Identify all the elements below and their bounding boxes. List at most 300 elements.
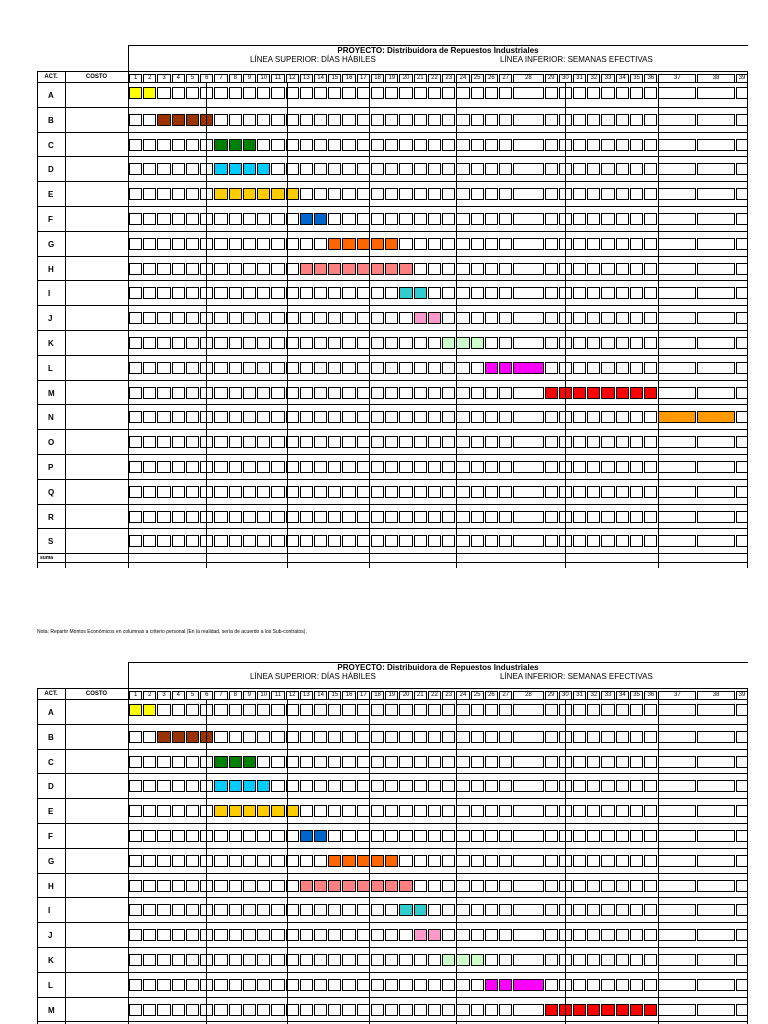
day-cell <box>271 880 284 892</box>
day-cell <box>157 263 170 275</box>
day-cell <box>573 163 586 175</box>
day-cell <box>214 287 227 299</box>
day-number: 6 <box>205 692 209 698</box>
day-cell <box>399 1004 412 1016</box>
day-cell <box>314 805 327 817</box>
day-cell <box>186 704 199 716</box>
day-cell <box>186 1004 199 1016</box>
day-cell <box>229 213 242 225</box>
day-cell <box>428 188 441 200</box>
day-cell <box>342 486 355 498</box>
day-cell <box>371 731 384 743</box>
day-cell <box>644 929 657 941</box>
day-cell <box>328 979 341 991</box>
day-number: 38 <box>712 75 720 81</box>
gantt-bar-cell <box>229 805 242 817</box>
day-cell <box>243 312 256 324</box>
day-cell <box>442 486 455 498</box>
day-cell <box>414 461 427 473</box>
day-cell <box>697 87 735 99</box>
day-cell <box>456 362 469 374</box>
day-cell <box>229 411 242 423</box>
day-cell <box>697 979 735 991</box>
day-cell <box>471 114 484 126</box>
day-cell <box>143 780 156 792</box>
day-cell <box>342 704 355 716</box>
day-cell <box>357 486 370 498</box>
day-cell <box>342 337 355 349</box>
day-cell <box>513 387 543 399</box>
day-cell <box>545 337 558 349</box>
day-cell <box>485 929 498 941</box>
day-cell <box>630 780 643 792</box>
day-cell <box>587 87 600 99</box>
day-cell <box>573 855 586 867</box>
activity-label: G <box>48 856 55 866</box>
day-cell <box>342 511 355 523</box>
day-cell <box>328 904 341 916</box>
row-line <box>37 504 748 505</box>
day-cell <box>630 362 643 374</box>
day-cell <box>271 855 284 867</box>
day-cell <box>587 114 600 126</box>
day-cell <box>456 139 469 151</box>
day-cell <box>243 238 256 250</box>
day-cell <box>172 312 185 324</box>
day-cell <box>143 436 156 448</box>
day-cell <box>630 87 643 99</box>
day-cell <box>399 830 412 842</box>
week-divider <box>565 82 566 568</box>
cost-header: COSTO <box>85 74 108 80</box>
day-cell <box>428 238 441 250</box>
day-cell <box>129 979 142 991</box>
day-cell <box>129 263 142 275</box>
day-cell <box>257 1004 270 1016</box>
day-cell <box>442 362 455 374</box>
activity-label: L <box>48 363 53 373</box>
day-cell <box>129 163 142 175</box>
gantt-bar-cell <box>616 1004 629 1016</box>
day-cell <box>630 904 643 916</box>
day-cell <box>399 756 412 768</box>
day-cell <box>414 213 427 225</box>
day-cell <box>271 87 284 99</box>
row-line <box>37 897 748 898</box>
day-cell <box>545 904 558 916</box>
day-cell <box>513 954 543 966</box>
day-number: 4 <box>176 75 180 81</box>
day-cell <box>314 238 327 250</box>
day-cell <box>399 139 412 151</box>
day-cell <box>587 929 600 941</box>
day-cell <box>243 387 256 399</box>
row-line <box>37 181 748 182</box>
day-cell <box>587 731 600 743</box>
gantt-bar-cell <box>243 780 256 792</box>
day-cell <box>214 704 227 716</box>
day-cell <box>513 263 543 275</box>
row-line <box>37 231 748 232</box>
day-cell <box>545 188 558 200</box>
day-number: 4 <box>176 692 180 698</box>
day-cell <box>456 163 469 175</box>
gantt-bar-cell <box>616 387 629 399</box>
day-cell <box>257 411 270 423</box>
gantt-bar-cell <box>342 238 355 250</box>
day-cell <box>616 287 629 299</box>
day-cell <box>428 535 441 547</box>
day-cell <box>545 238 558 250</box>
day-cell <box>471 163 484 175</box>
day-cell <box>143 805 156 817</box>
day-cell <box>243 830 256 842</box>
day-cell <box>328 780 341 792</box>
day-cell <box>485 139 498 151</box>
day-cell <box>499 387 512 399</box>
day-cell <box>186 756 199 768</box>
day-cell <box>644 805 657 817</box>
day-cell <box>442 780 455 792</box>
day-cell <box>172 805 185 817</box>
day-cell <box>243 511 256 523</box>
day-cell <box>385 461 398 473</box>
day-cell <box>342 780 355 792</box>
day-cell <box>271 535 284 547</box>
gantt-bar-cell <box>143 704 156 716</box>
day-number: 26 <box>488 75 495 81</box>
day-cell <box>257 263 270 275</box>
day-cell <box>644 188 657 200</box>
day-cell <box>271 263 284 275</box>
gantt-bar-cell <box>385 880 398 892</box>
day-cell <box>257 904 270 916</box>
day-cell <box>257 704 270 716</box>
day-cell <box>385 312 398 324</box>
day-cell <box>442 929 455 941</box>
day-cell <box>658 213 696 225</box>
day-cell <box>129 756 142 768</box>
day-cell <box>271 287 284 299</box>
day-cell <box>499 188 512 200</box>
day-cell <box>229 954 242 966</box>
day-cell <box>442 387 455 399</box>
row-line <box>37 479 748 480</box>
gantt-bar-cell <box>442 337 455 349</box>
day-cell <box>616 535 629 547</box>
day-cell <box>328 486 341 498</box>
line-top-label: LÍNEA SUPERIOR: DÍAS HÁBILES <box>250 672 376 681</box>
day-cell <box>172 87 185 99</box>
day-cell <box>442 830 455 842</box>
day-cell <box>143 979 156 991</box>
gantt-bar-cell <box>314 213 327 225</box>
day-cell <box>644 436 657 448</box>
activity-label: M <box>48 388 55 398</box>
day-cell <box>573 287 586 299</box>
day-cell <box>129 486 142 498</box>
day-cell <box>697 780 735 792</box>
activity-label: I <box>48 906 51 916</box>
day-cell <box>371 337 384 349</box>
day-cell <box>271 461 284 473</box>
day-cell <box>616 511 629 523</box>
day-cell <box>616 411 629 423</box>
day-cell <box>697 461 735 473</box>
day-cell <box>616 979 629 991</box>
gantt-bar-cell <box>143 87 156 99</box>
day-cell <box>414 411 427 423</box>
day-cell <box>314 731 327 743</box>
day-cell <box>357 139 370 151</box>
day-cell <box>371 805 384 817</box>
day-cell <box>513 511 543 523</box>
activity-label: K <box>48 339 54 348</box>
gantt-bar-cell <box>357 855 370 867</box>
day-cell <box>157 188 170 200</box>
day-cell <box>186 830 199 842</box>
day-cell <box>513 287 543 299</box>
day-cell <box>157 287 170 299</box>
day-number: 25 <box>473 692 481 698</box>
day-cell <box>129 213 142 225</box>
day-cell <box>644 731 657 743</box>
day-cell <box>399 486 412 498</box>
gantt-bar-cell <box>485 979 498 991</box>
day-cell <box>573 436 586 448</box>
day-number: 17 <box>359 75 367 81</box>
day-cell <box>644 213 657 225</box>
day-cell <box>328 287 341 299</box>
day-cell <box>314 188 327 200</box>
day-cell <box>658 312 696 324</box>
day-cell <box>513 114 543 126</box>
day-cell <box>371 461 384 473</box>
gantt-bar-cell <box>630 387 643 399</box>
day-cell <box>328 756 341 768</box>
activity-label: O <box>48 438 55 448</box>
day-cell <box>456 486 469 498</box>
day-cell <box>513 461 543 473</box>
day-number: 23 <box>445 75 453 81</box>
day-cell <box>513 188 543 200</box>
day-cell <box>143 756 156 768</box>
day-cell <box>428 780 441 792</box>
day-cell <box>172 1004 185 1016</box>
day-cell <box>471 1004 484 1016</box>
day-cell <box>385 756 398 768</box>
day-cell <box>186 139 199 151</box>
day-cell <box>414 337 427 349</box>
day-cell <box>587 954 600 966</box>
day-cell <box>442 731 455 743</box>
day-number: 36 <box>647 692 655 698</box>
day-number: 3 <box>162 692 166 698</box>
day-cell <box>243 954 256 966</box>
gantt-bar-cell <box>243 163 256 175</box>
day-number: 23 <box>445 692 453 698</box>
day-cell <box>428 1004 441 1016</box>
day-cell <box>357 436 370 448</box>
day-number: 31 <box>576 692 583 698</box>
day-cell <box>300 979 313 991</box>
day-cell <box>371 163 384 175</box>
day-number: 7 <box>219 692 223 698</box>
day-cell <box>573 114 586 126</box>
gantt-bar-cell <box>630 1004 643 1016</box>
day-cell <box>471 188 484 200</box>
day-number: 13 <box>303 75 310 81</box>
row-line <box>37 773 748 774</box>
day-cell <box>399 362 412 374</box>
day-cell <box>616 337 629 349</box>
day-cell <box>587 830 600 842</box>
day-cell <box>371 312 384 324</box>
day-cell <box>342 114 355 126</box>
day-cell <box>513 87 543 99</box>
day-cell <box>243 263 256 275</box>
day-cell <box>157 163 170 175</box>
gantt-bar-cell <box>257 780 270 792</box>
day-cell <box>186 287 199 299</box>
day-cell <box>143 461 156 473</box>
day-cell <box>616 436 629 448</box>
day-cell <box>485 411 498 423</box>
day-cell <box>601 704 614 716</box>
day-cell <box>587 287 600 299</box>
day-cell <box>257 880 270 892</box>
day-cell <box>243 1004 256 1016</box>
day-cell <box>357 979 370 991</box>
day-cell <box>129 904 142 916</box>
activity-label: M <box>48 1005 55 1015</box>
day-cell <box>545 139 558 151</box>
day-cell <box>697 830 735 842</box>
day-cell <box>172 287 185 299</box>
gantt-bar-cell <box>601 387 614 399</box>
gantt-bar-cell <box>342 880 355 892</box>
day-cell <box>630 929 643 941</box>
day-cell <box>428 87 441 99</box>
row-line <box>37 206 748 207</box>
day-cell <box>616 139 629 151</box>
day-number: 38 <box>712 692 720 698</box>
day-cell <box>485 511 498 523</box>
day-cell <box>456 461 469 473</box>
day-cell <box>328 337 341 349</box>
day-cell <box>545 163 558 175</box>
day-cell <box>214 461 227 473</box>
day-cell <box>513 163 543 175</box>
day-cell <box>129 312 142 324</box>
day-cell <box>214 855 227 867</box>
day-cell <box>314 337 327 349</box>
day-cell <box>601 139 614 151</box>
day-cell <box>428 954 441 966</box>
day-cell <box>414 704 427 716</box>
day-cell <box>587 337 600 349</box>
day-cell <box>229 461 242 473</box>
day-cell <box>186 904 199 916</box>
day-cell <box>573 780 586 792</box>
act-cost-divider <box>65 71 66 568</box>
day-cell <box>545 114 558 126</box>
day-cell <box>545 287 558 299</box>
day-cell <box>414 511 427 523</box>
frame-left <box>128 662 129 1024</box>
day-cell <box>214 436 227 448</box>
day-number: 2 <box>148 692 152 698</box>
day-cell <box>143 904 156 916</box>
day-cell <box>385 411 398 423</box>
day-cell <box>129 461 142 473</box>
day-cell <box>314 929 327 941</box>
activity-label: D <box>48 165 54 175</box>
day-cell <box>172 855 185 867</box>
day-cell <box>271 954 284 966</box>
day-cell <box>644 704 657 716</box>
day-cell <box>456 312 469 324</box>
day-cell <box>357 188 370 200</box>
day-cell <box>385 188 398 200</box>
day-cell <box>697 362 735 374</box>
day-cell <box>271 731 284 743</box>
day-cell <box>485 312 498 324</box>
day-cell <box>644 461 657 473</box>
day-cell <box>314 461 327 473</box>
note-text: Nota: Repartir Montos Económicos en columnas a criterio personal (En la realidad, sería de acuerdo a los Sub-contratos). <box>37 629 307 635</box>
day-cell <box>342 188 355 200</box>
day-cell <box>601 411 614 423</box>
day-cell <box>485 704 498 716</box>
day-cell <box>328 362 341 374</box>
day-cell <box>414 731 427 743</box>
day-cell <box>644 238 657 250</box>
day-cell <box>616 461 629 473</box>
day-cell <box>186 535 199 547</box>
day-cell <box>697 436 735 448</box>
gantt-bar-cell <box>545 1004 558 1016</box>
gantt-bar-cell <box>385 263 398 275</box>
day-cell <box>143 880 156 892</box>
day-cell <box>697 213 735 225</box>
day-cell <box>545 954 558 966</box>
sheet-title: PROYECTO: Distribuidora de Repuestos Industriales <box>337 663 539 672</box>
week-divider <box>206 699 207 1024</box>
day-cell <box>271 337 284 349</box>
day-cell <box>143 535 156 547</box>
day-cell <box>328 139 341 151</box>
row-line <box>37 256 748 257</box>
day-cell <box>371 511 384 523</box>
day-cell <box>157 830 170 842</box>
day-cell <box>697 188 735 200</box>
day-cell <box>357 929 370 941</box>
day-cell <box>587 238 600 250</box>
day-cell <box>300 855 313 867</box>
day-cell <box>257 756 270 768</box>
day-cell <box>630 731 643 743</box>
day-cell <box>630 805 643 817</box>
day-cell <box>697 511 735 523</box>
day-number: 5 <box>190 692 195 698</box>
day-cell <box>414 87 427 99</box>
day-cell <box>442 805 455 817</box>
day-cell <box>314 704 327 716</box>
day-cell <box>485 263 498 275</box>
day-number: 13 <box>303 692 310 698</box>
day-cell <box>442 855 455 867</box>
